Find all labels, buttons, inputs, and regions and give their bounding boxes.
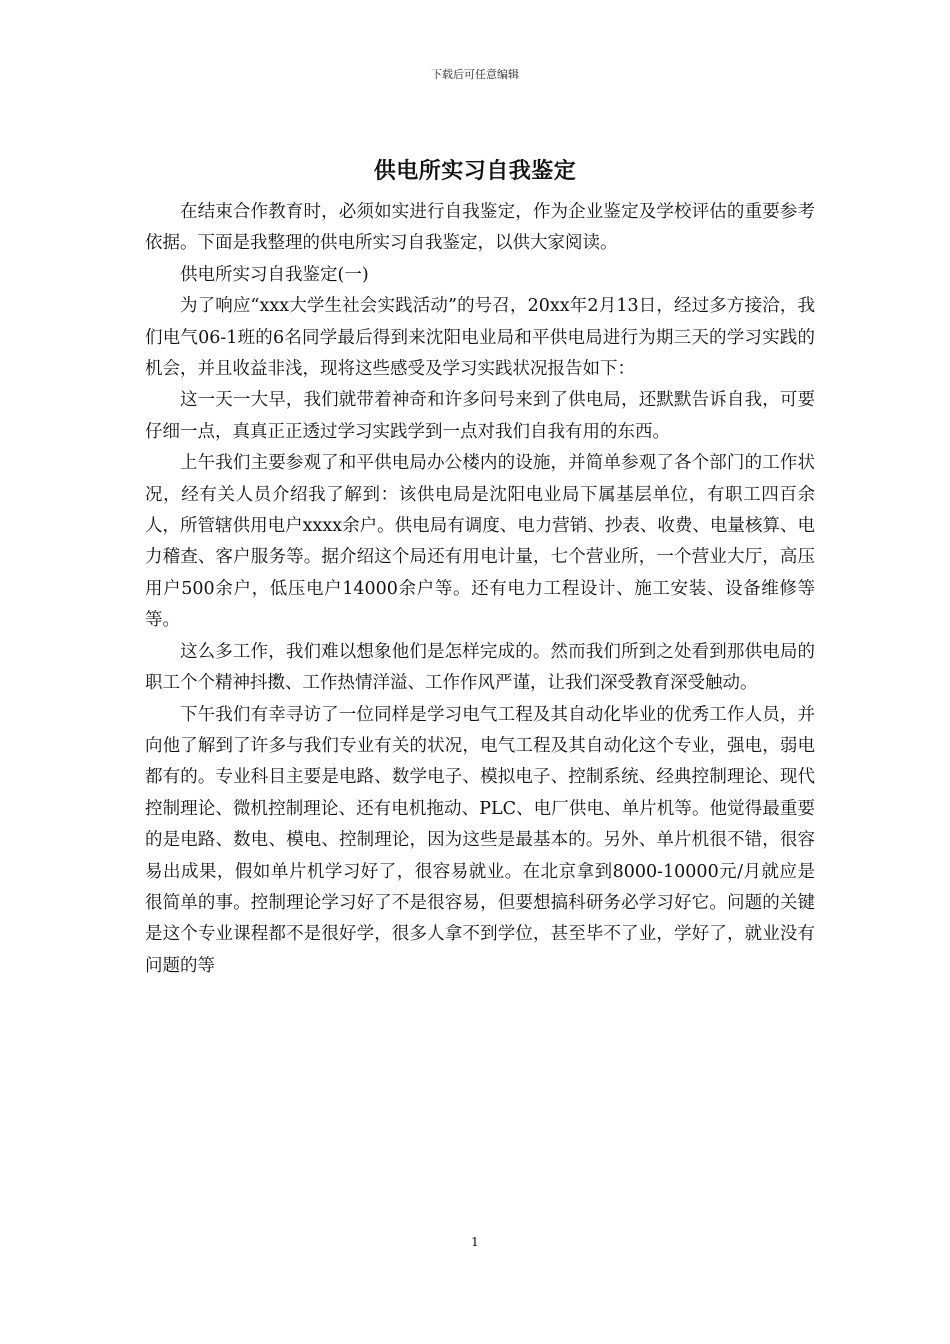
paragraph-intro: 在结束合作教育时，必须如实进行自我鉴定，作为企业鉴定及学校评估的重要参考依据。下面是我整理的供电所实习自我鉴定，以供大家阅读。 <box>145 202 815 254</box>
paragraph: 这么多工作，我们难以想象他们是怎样完成的。然而我们所到之处看到那供电局的职工个个精神抖擞、工作热情洋溢、工作作风严谨，让我们深受教育深受触动。 <box>145 641 815 694</box>
document-body <box>145 197 815 982</box>
page-number: 1 <box>471 1235 479 1249</box>
section-heading: 供电所实习自我鉴定(一) <box>180 264 369 285</box>
paragraph: 这一天一大早，我们就带着神奇和许多问号来到了供电局，还默默告诉自我，可要仔细一点，真真正正透过学习实践学到一点对我们自我有用的东西。 <box>145 390 815 442</box>
paragraph: 为了响应“xxx大学生社会实践活动”的号召，20xx年2月13日，经过多方接洽，我们电气06-1班的6名同学最后得到来沈阳电业局和平供电局进行为期三天的学习实践的机会，并且收益非浅，现将这些感受及学习实践状况报告如下： <box>145 296 815 380</box>
page-title: 供电所实习自我鉴定 <box>373 158 577 184</box>
paragraph: 下午我们有幸寻访了一位同样是学习电气工程及其自动化毕业的优秀工作人员，并向他了解到了许多与我们专业有关的状况，电气工程及其自动化这个专业，强电，弱电都有的。专业科目主要是电路、数学电子、模拟电子、控制系统、经典控制理论、现代控制理论、微机控制理论、还有电机拖动、PLC、电厂供电、单片机等。他觉得最重要的是电路、数电、模电、控制理论，因为这些是最基本的。另外、单片机很不错，很容易出成果，假如单片机学习好了，很容易就业。在北京拿到8000-10000元/月就应是很简单的事。控制理论学习好了不是很容易，但要想搞科研务必学习好它。问题的关键是这个专业课程都不是很好学，很多人拿不到学位，甚至毕不了业，学好了，就业没有问题的等 <box>145 704 815 976</box>
paragraph: 上午我们主要参观了和平供电局办公楼内的设施，并简单参观了各个部门的工作状况，经有关人员介绍我了解到：该供电局是沈阳电业局下属基层单位，有职工四百余人，所管辖供用电户xxxx余户。供电局有调度、电力营销、抄表、收费、电量核算、电力稽查、客户服务等。据介绍这个局还有用电计量，七个营业所，一个营业大厅，高压用户500余户，低压电户14000余户等。还有电力工程设计、施工安装、设备维修等等。 <box>145 453 815 631</box>
header-note: 下载后可任意编辑 <box>431 68 519 81</box>
